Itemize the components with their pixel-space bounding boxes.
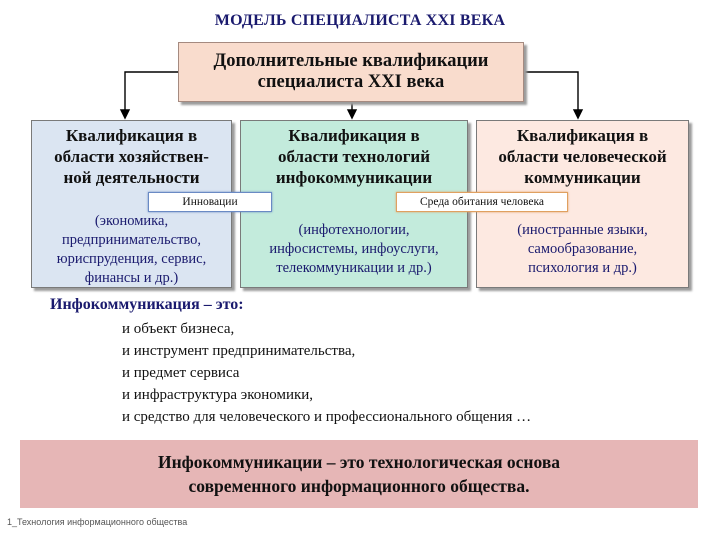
slide-footer: 1_Технология информационного общества (7, 517, 188, 527)
top-box-line-1: Дополнительные квалификации (213, 51, 489, 71)
detail-line: самообразование, (527, 241, 638, 257)
human-habitat-tag: Среда обитания человека (396, 192, 568, 212)
heading-line: Квалификация в (65, 126, 198, 145)
conclusion-line-2: современного информационного общества. (188, 476, 530, 496)
detail-line: (иностранные языки, (517, 222, 648, 238)
heading-line: Квалификация в (516, 126, 649, 145)
heading-line: инфокоммуникации (275, 168, 433, 187)
detail-line: телекоммуникации и др.) (276, 260, 432, 276)
heading-line: области человеческой (498, 147, 667, 166)
heading-line: ной деятельности (63, 168, 200, 187)
definition-item: и инструмент предпринимательства, (122, 343, 356, 359)
detail-line: юриспруденция, сервис, (56, 251, 207, 267)
definition-item: и средство для человеческого и профессионального общения … (122, 409, 532, 425)
column-heading (241, 125, 467, 188)
column-details (241, 221, 467, 278)
detail-line: предпринимательство, (61, 232, 202, 248)
detail-line: финансы и др.) (84, 270, 179, 286)
conclusion-box (20, 440, 698, 508)
diagram-title: МОДЕЛЬ СПЕЦИАЛИСТА XXI ВЕКА (214, 12, 506, 29)
top-box-line-2: специалиста XXI века (257, 72, 445, 92)
definition-list (122, 318, 531, 428)
definition-item: и предмет сервиса (122, 365, 240, 381)
column-heading (477, 125, 688, 188)
detail-line: психология и др.) (528, 260, 637, 276)
definition-item: и объект бизнеса, (122, 321, 235, 337)
innovations-tag: Инновации (148, 192, 272, 212)
detail-line: инфосистемы, инфоуслуги, (269, 241, 439, 257)
heading-line: коммуникации (524, 168, 641, 187)
column-details (477, 221, 688, 278)
additional-qualifications-box (178, 42, 524, 102)
detail-line: (экономика, (94, 213, 169, 229)
definition-heading: Инфокоммуникация – это: (50, 296, 244, 313)
column-details (32, 212, 231, 288)
definition-item: и инфраструктура экономики, (122, 387, 314, 403)
heading-line: области хозяйствен- (54, 147, 209, 166)
column-heading (32, 125, 231, 188)
conclusion-line-1: Инфокоммуникации – это технологическая основа (157, 452, 561, 472)
detail-line: (инфотехнологии, (298, 222, 410, 238)
heading-line: области технологий (277, 147, 431, 166)
heading-line: Квалификация в (288, 126, 420, 145)
